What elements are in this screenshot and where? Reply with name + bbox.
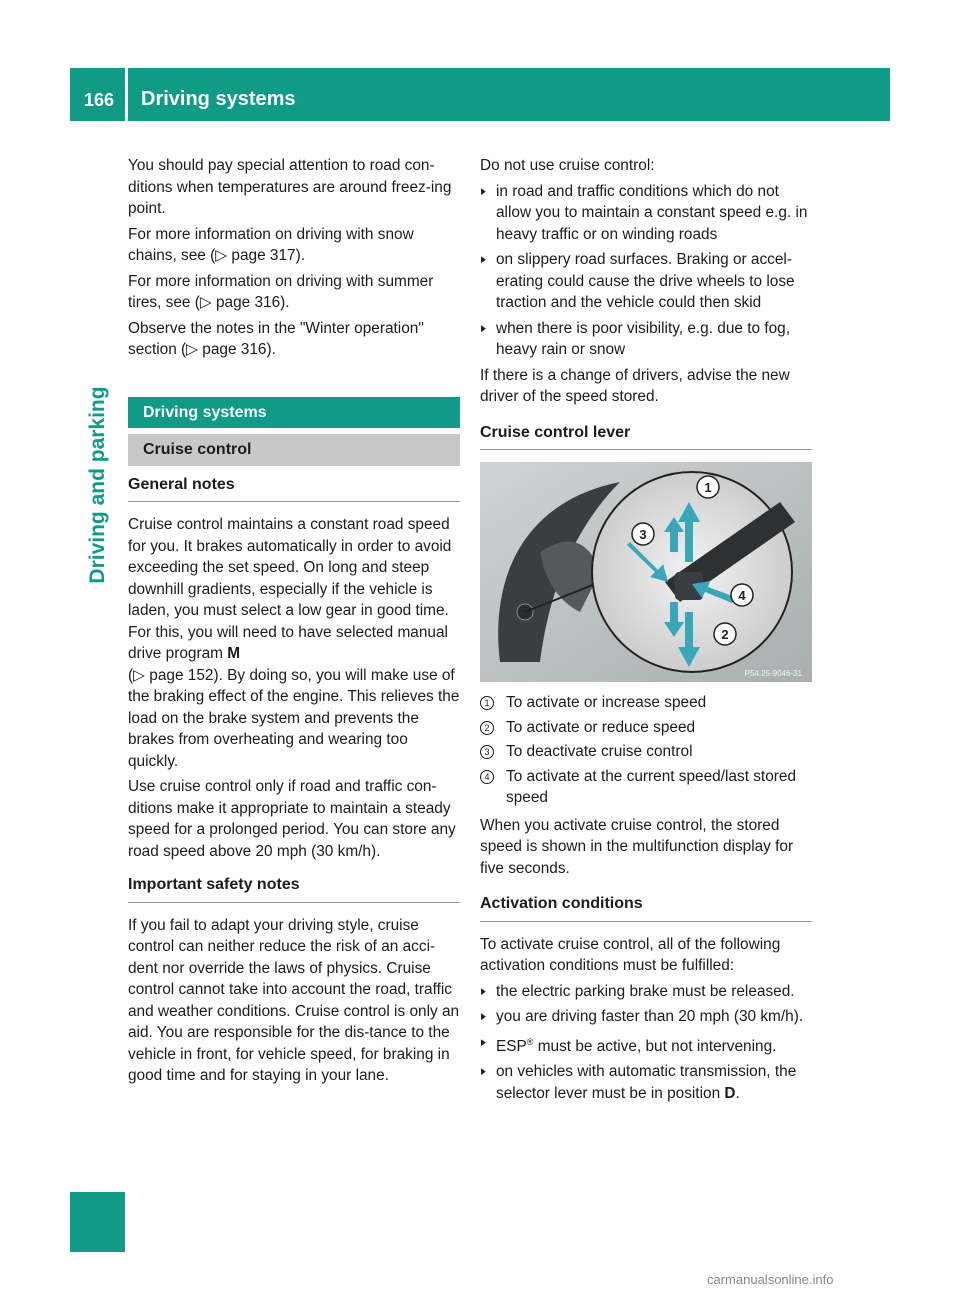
svg-text:2: 2 [721, 627, 729, 642]
display-note: When you activate cruise control, the stored speed is shown in the multifunction display for five seconds. [480, 816, 794, 877]
selector-position: D [724, 1084, 736, 1102]
driver-change-note: If there is a change of drivers, advise the new driver of the speed stored. [480, 366, 790, 405]
list-item: 3 To deactivate cruise control [480, 741, 812, 763]
subsection-heading: Cruise control [128, 434, 460, 466]
arrow-icon: ▷ [133, 666, 145, 684]
arrow-icon: ▷ [199, 294, 212, 311]
page-ref-link[interactable]: page 317). [231, 247, 305, 264]
do-not-use-intro: Do not use cruise control: [480, 157, 655, 174]
activation-heading: Activation conditions [480, 893, 812, 922]
side-tab [73, 370, 123, 600]
cruise-control-figure [480, 462, 812, 682]
number-badge: 1 [480, 696, 494, 710]
do-not-use-list [480, 181, 812, 361]
list-item: 4 To activate at the current speed/last stored speed [480, 766, 812, 809]
lever-heading: Cruise control lever [480, 422, 812, 451]
svg-text:3: 3 [639, 527, 647, 542]
list-item: ▶ you are driving faster than 20 mph (30 km/h). [480, 1006, 812, 1028]
list-item: 1 To activate or increase speed [480, 692, 812, 714]
page-ref-link[interactable]: page 316). [215, 294, 290, 311]
intro-paragraph-2: For more information on driving with snow chains, see (▷ page 317). [128, 225, 414, 264]
side-strip [70, 121, 125, 1251]
number-badge: 3 [480, 745, 494, 759]
callout-2 [714, 623, 736, 645]
page-ref-link[interactable]: page 152). By doing so, you will make use of the braking effect of the engine. This relieves the load on the brake system and prevents the brakes from overheating and wearing too quickly. [128, 666, 460, 770]
number-badge: 4 [480, 770, 494, 784]
intro-paragraph-4: Observe the notes in the "Winter operation" section (▷ page 316). [128, 319, 424, 358]
svg-text:1: 1 [704, 480, 712, 495]
header-title: Driving systems [141, 88, 296, 110]
arrow-icon: ▷ [186, 341, 199, 358]
page-ref-link[interactable]: page 316). [202, 341, 276, 358]
cruise-lever-illustration [480, 462, 812, 682]
intro-paragraph-3: For more information on driving with summer tires, see (▷ page 316). [128, 272, 434, 311]
list-item: ▶ on slippery road surfaces. Braking or accel-erating could cause the drive wheels to lose traction and the vehicle could then skid [480, 249, 812, 314]
general-notes-heading: General notes [128, 474, 460, 503]
arrow-icon: ▷ [215, 247, 228, 264]
list-item: ▶ in road and traffic conditions which do not allow you to maintain a constant speed e.g. in heavy traffic or on winding roads [480, 181, 812, 246]
general-notes-paragraph-1: Cruise control maintains a constant road speed for you. It brakes automatically in order to avoid exceeding the set speed. On long and steep downhill gradients, especially if the vehicle is laden, you must select a low gear in good time. For this, you will need to have selected manual drive program M (▷ page 152). By doing so, you will make use of the braking effect of the engine. This relieves the load on the brake system and prevents the brakes from overheating and wearing too quickly. [128, 516, 460, 770]
number-badge: 2 [480, 721, 494, 735]
section-heading: Driving systems [128, 397, 460, 429]
figure-code: P54.25-9046-31 [744, 669, 802, 678]
callout-3 [632, 523, 654, 545]
activation-list [480, 981, 812, 1105]
list-item: ▶ when there is poor visibility, e.g. due to fog, heavy rain or snow [480, 318, 812, 361]
activation-intro: To activate cruise control, all of the following activation conditions must be fulfilled: [480, 935, 781, 974]
safety-paragraph: If you fail to adapt your driving style, cruise control can neither reduce the risk of an acci-dent nor override the laws of physics. Cruise control cannot take into account the road, traffic and weather conditions. Cruise control is only an aid. You are responsible for the dis-tance to the vehicle in front, for vehicle speed, for braking in good time and for staying in your lane. [128, 916, 460, 1084]
intro-paragraph-1: You should pay special attention to road con-ditions when temperatures are around freez-ing point. [128, 157, 452, 217]
general-notes-paragraph-2: Use cruise control only if road and traffic con-ditions make it appropriate to maintain a steady speed for a prolonged period. You can store any road speed above 20 mph (30 km/h). [128, 778, 456, 860]
callout-4 [731, 584, 753, 606]
right-column [480, 155, 812, 1108]
list-item: ▶ ESP® must be active, but not intervening. [480, 1032, 812, 1058]
watermark: carmanualsonline.info [707, 1272, 834, 1287]
left-column [128, 155, 460, 1091]
svg-text:4: 4 [738, 588, 746, 603]
drive-program-label: M [227, 645, 241, 662]
header-separator [125, 68, 128, 121]
lever-function-list [480, 692, 812, 809]
safety-notes-heading: Important safety notes [128, 874, 460, 903]
list-item: ▶ on vehicles with automatic transmission, the selector lever must be in position D. [480, 1061, 812, 1104]
callout-1 [697, 476, 719, 498]
list-item: 2 To activate or reduce speed [480, 717, 812, 739]
side-tab-label: Driving and parking [86, 386, 109, 584]
page-number: 166 [84, 90, 115, 110]
side-tab-marker [70, 1192, 125, 1252]
list-item: ▶ the electric parking brake must be released. [480, 981, 812, 1003]
